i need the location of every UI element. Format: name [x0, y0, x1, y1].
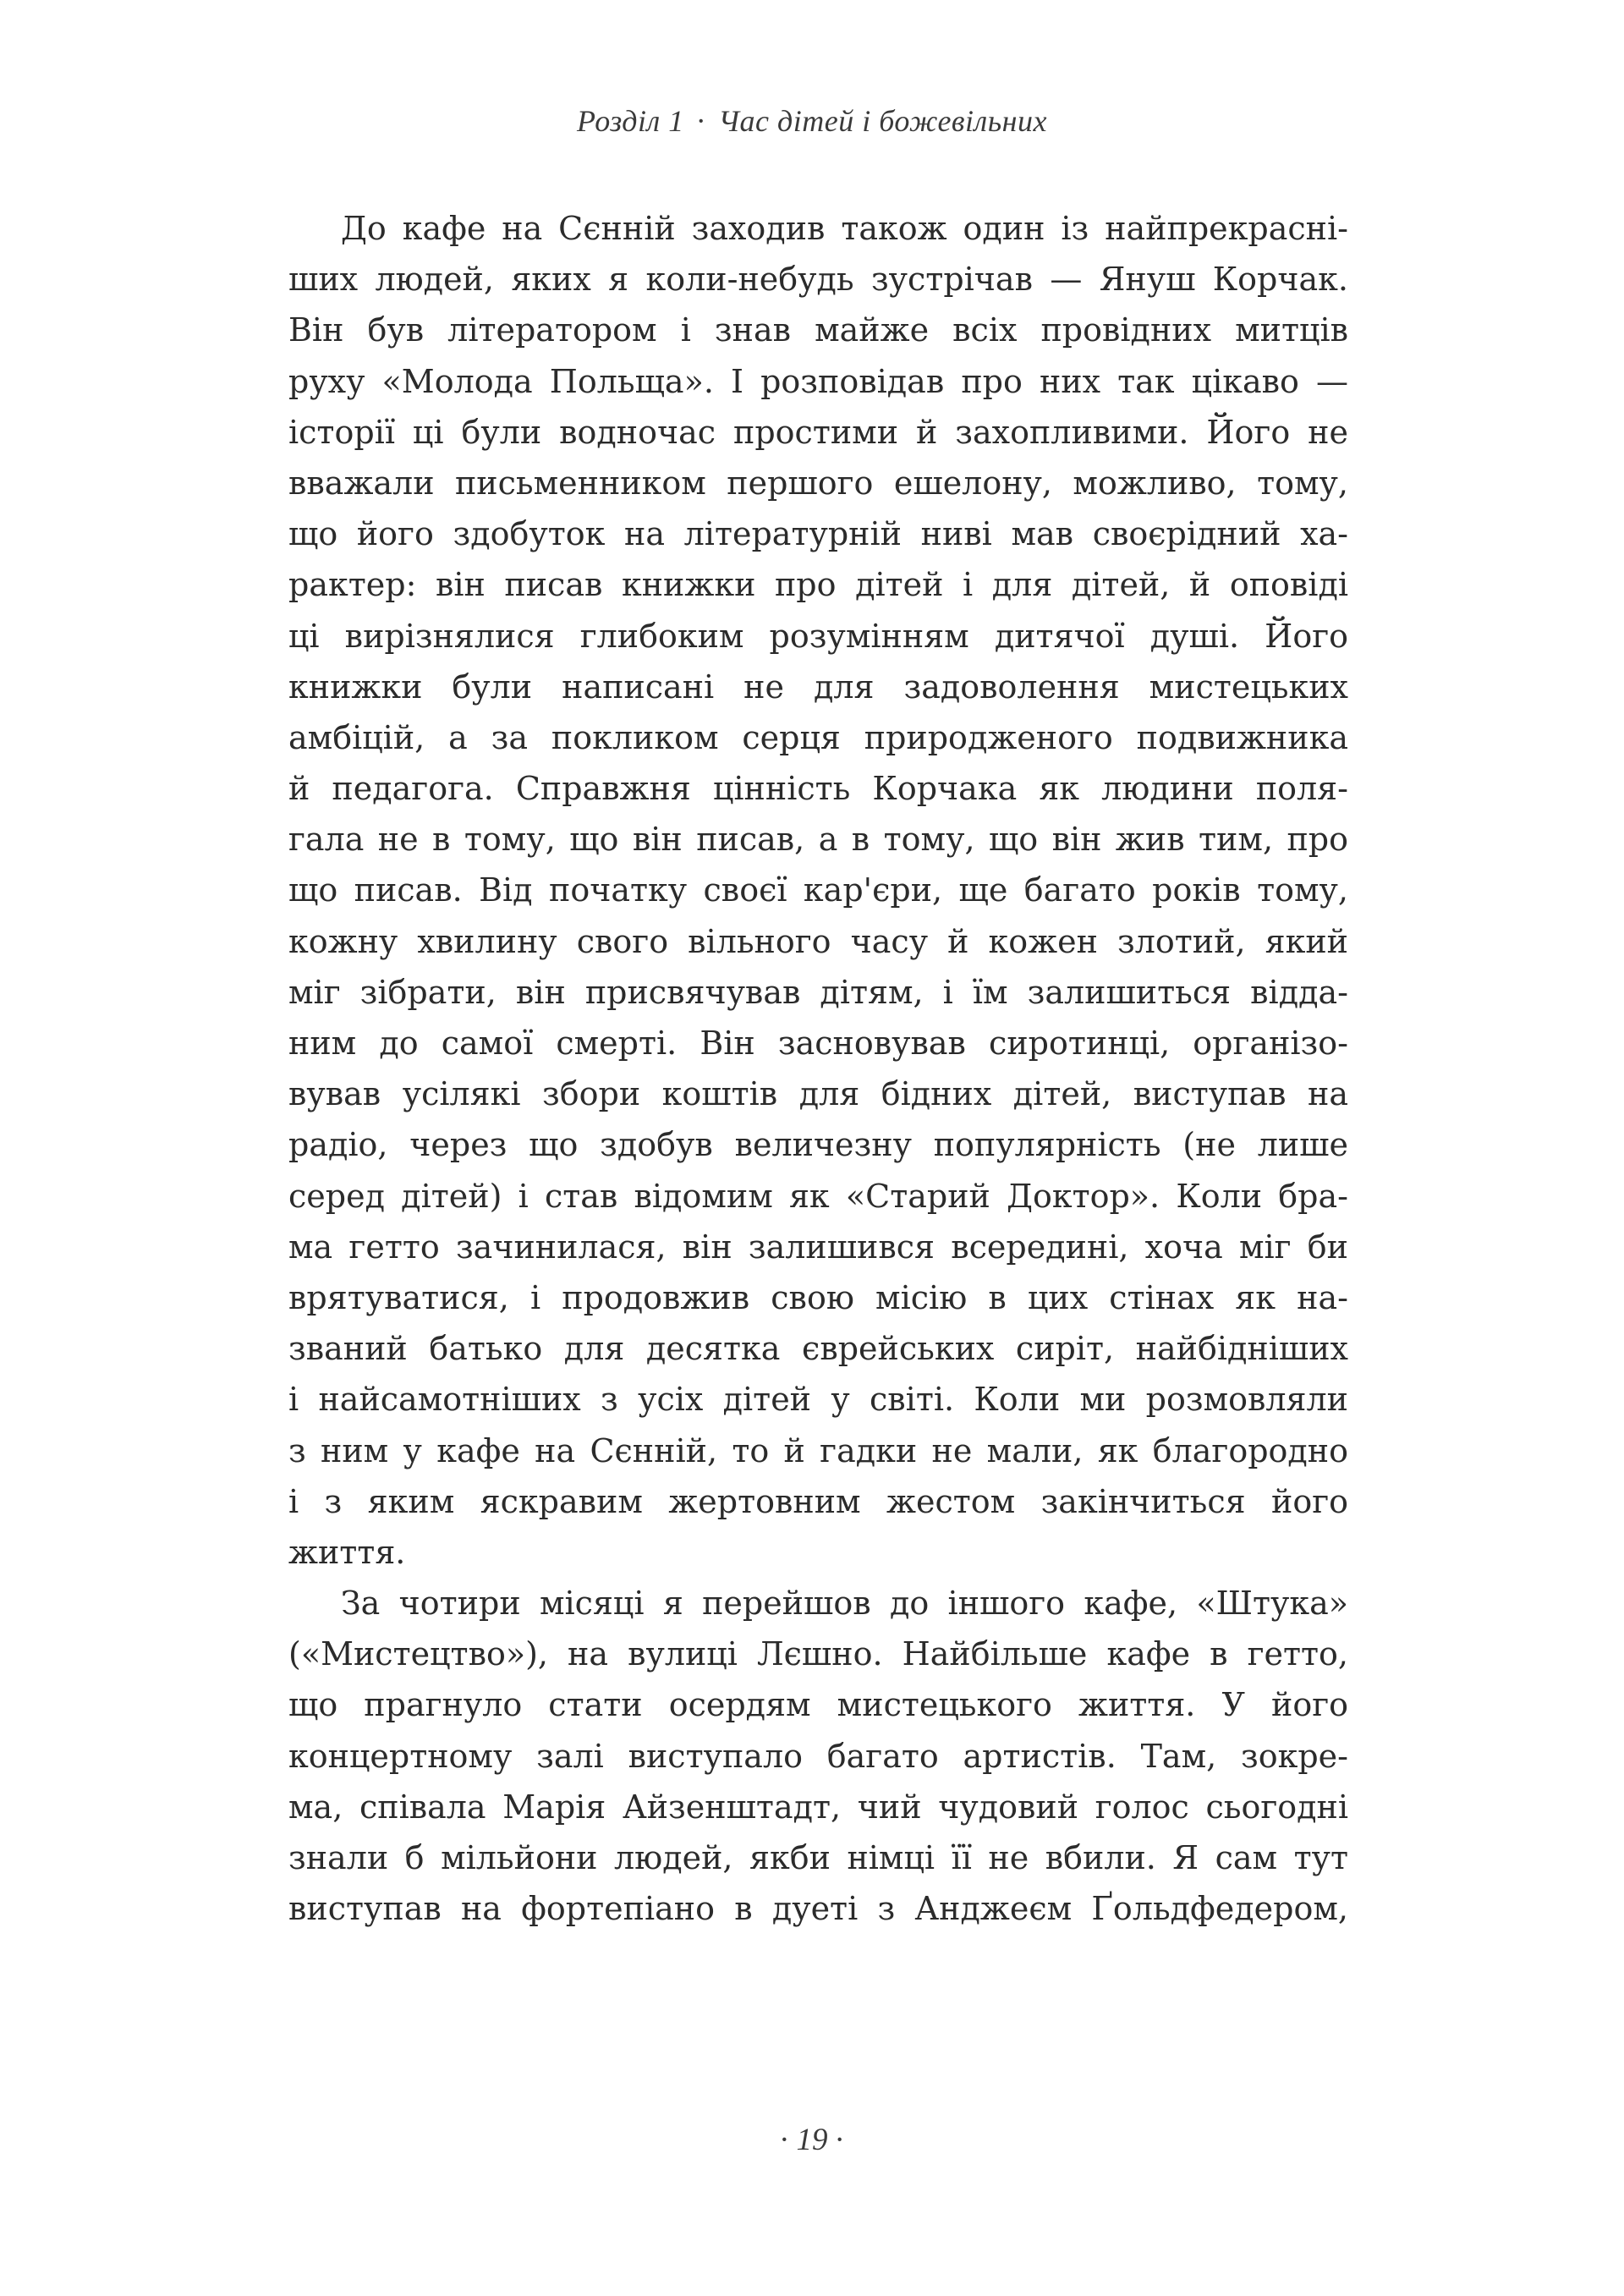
text-line: і з яким яскравим жертовним жестом закінчиться його — [288, 1482, 1348, 1520]
folio-left-mark: · — [779, 2123, 790, 2157]
body-text — [288, 203, 1348, 1934]
text-line: ці вирізнялися глибоким розумінням дитячої душі. Його — [288, 617, 1348, 655]
text-line: гала не в тому, що він писав, а в тому, що він жив тим, про — [288, 821, 1348, 859]
chapter-title: Час дітей і божевільних — [718, 104, 1047, 138]
text-line: що писав. Від початку своєї кар'єри, ще багато років тому, — [288, 871, 1348, 909]
running-head-separator: · — [695, 104, 707, 138]
text-line: врятуватися, і продовжив свою місію в цих стінах як на- — [288, 1278, 1348, 1316]
text-line: рактер: він писав книжки про дітей і для дітей, й оповіді — [288, 566, 1348, 604]
text-line: концертному залі виступало багато артистів. Там, зокре- — [288, 1737, 1348, 1775]
text-line: За чотири місяці я перейшов до іншого кафе, «Штука» — [341, 1585, 1348, 1623]
text-line: кожну хвилину свого вільного часу й кожен злотий, який — [288, 922, 1348, 960]
text-line: що його здобуток на літературній ниві мав своєрідний ха- — [288, 515, 1348, 553]
text-line: серед дітей) і став відомим як «Старий Доктор». Коли бра- — [288, 1177, 1348, 1215]
text-line: Він був літератором і знав майже всіх провідних митців — [288, 311, 1348, 349]
text-line: званий батько для десятка єврейських сиріт, найбідніших — [288, 1330, 1348, 1368]
text-line: вважали письменником першого ешелону, можливо, тому, — [288, 464, 1348, 502]
text-line: і найсамотніших з усіх дітей у світі. Коли ми розмовляли — [288, 1381, 1348, 1419]
text-line: з ним у кафе на Сєнній, то й гадки не мали, як благородно — [288, 1431, 1348, 1469]
text-line: виступав на фортепіано в дуеті з Анджеєм Ґольдфедером, — [288, 1890, 1348, 1928]
paragraph — [288, 203, 1348, 1578]
text-line: ма гетто зачинилася, він залишився всередині, хоча міг би — [288, 1228, 1348, 1266]
page-number — [0, 2122, 1624, 2158]
text-line: До кафе на Сєнній заходив також один із найпрекрасні- — [341, 210, 1348, 247]
chapter-label: Розділ 1 — [577, 104, 684, 138]
text-line: історії ці були водночас простими й захопливими. Його не — [288, 413, 1348, 451]
text-line: книжки були написані не для задоволення мистецьких — [288, 667, 1348, 706]
page-number-value: 19 — [796, 2123, 828, 2157]
paragraph — [288, 1578, 1348, 1934]
text-line: ших людей, яких я коли-небудь зустрічав — Януш Корчак. — [288, 261, 1348, 299]
folio-right-mark: · — [834, 2123, 845, 2157]
text-line: ним до самої смерті. Він засновував сиротинці, організо- — [288, 1024, 1348, 1062]
running-head — [0, 103, 1624, 139]
text-line: міг зібрати, він присвячував дітям, і їм залишиться відда- — [288, 973, 1348, 1011]
text-line: що прагнуло стати осердям мистецького життя. У його — [288, 1686, 1348, 1724]
text-line: амбіцій, а за покликом серця природженого подвижника — [288, 718, 1348, 756]
text-line: радіо, через що здобув величезну популярність (не лише — [288, 1126, 1348, 1164]
text-line: руху «Молода Польща». І розповідав про них так цікаво — — [288, 362, 1348, 400]
text-line: («Мистецтво»), на вулиці Лєшно. Найбільше кафе в гетто, — [288, 1635, 1348, 1673]
text-line: знали б мільйони людей, якби німці її не вбили. Я сам тут — [288, 1839, 1348, 1876]
text-line: й педагога. Справжня цінність Корчака як людини поля- — [288, 770, 1348, 808]
text-line: вував усілякі збори коштів для бідних дітей, виступав на — [288, 1075, 1348, 1113]
text-line: життя. — [288, 1533, 406, 1571]
text-line: ма, співала Марія Айзенштадт, чий чудовий голос сьогодні — [288, 1788, 1348, 1826]
